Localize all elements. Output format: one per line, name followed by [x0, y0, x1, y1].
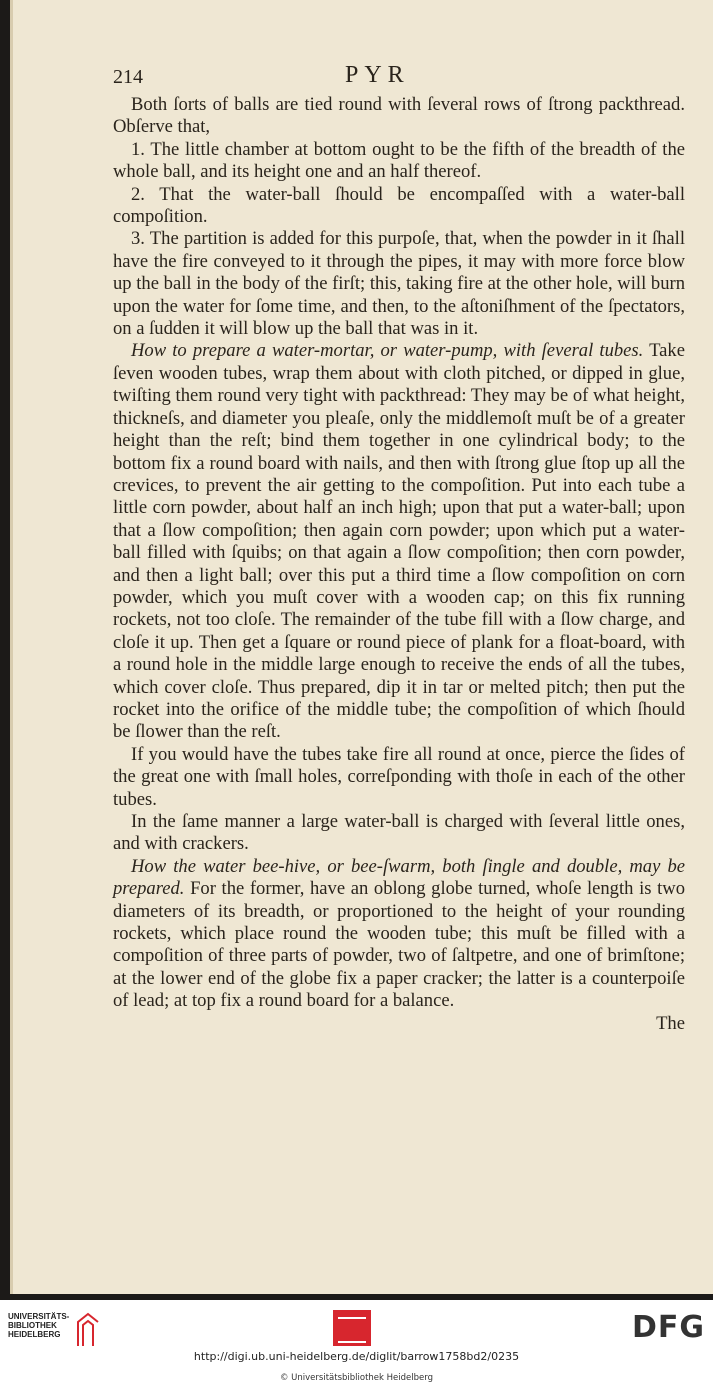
paragraph	[113, 856, 685, 1013]
page-number: 214	[113, 66, 143, 88]
dfg-logo[interactable]: DFG	[632, 1310, 706, 1345]
paragraph: 3. The partition is added for this purpoſe, that, when the powder in it ſhall have the fire conveyed to it through the pipes, it may with more force blow up the ball in the body of the firſt; this, taking fire at the other hole, will burn upon the water for ſome time, and then, to the aſtoniſhment of the ſpectators, on a ſudden it will blow up the ball that was in it.	[113, 228, 685, 340]
paragraph	[113, 340, 685, 743]
library-emblem-icon	[74, 1312, 102, 1348]
library-name	[8, 1312, 69, 1339]
section-heading-italic: How the water bee-hive, or bee-ſwarm, both ſingle and double, may be prepared.	[113, 855, 685, 900]
library-name-line: UNIVERSITÄTS-	[8, 1312, 70, 1321]
library-name-line: HEIDELBERG	[8, 1330, 61, 1339]
paragraph-text: Take ſeven wooden tubes, wrap them about with cloth pitched, or dipped in glue, twiſting them round very tight with packthread: They may be of what height, thickneſs, and diameter you pleaſe, only the middlemoſt muſt be of a greater height than the reſt; bind them together in one cylindrical body; to the bottom fix a round board with nails, and then with ſtrong glue ſtop up all the crevices, to prevent the air getting to the compoſition. Put into each tube a little corn powder, about half an inch high; upon that put a water-ball; upon that a ſlow compoſition; then again corn powder; upon which put a water-ball filled with ſquibs; on that again a ſlow compoſition; then corn powder, and then a light ball; over this put a third time a ſlow compoſition on corn powder, which you muſt cover with a wooden cap; on this fix running rockets, not too cloſe. The remainder of the tube fill with a ſlow charge, and cloſe it up. Then get a ſquare or round piece of plank for a float-board, with a round hole in the middle large enough to receive the ends of all the tubes, which cover cloſe. Thus prepared, dip it in tar or melted pitch; then put the rocket into the orifice of the middle tube; the compoſition of which ſhould be ſlower than the reſt.	[113, 340, 685, 743]
paragraph: 1. The little chamber at bottom ought to be the fifth of the breadth of the whole ball, and its height one and an half thereof.	[113, 138, 685, 183]
viewer-footer	[0, 1300, 713, 1389]
copyright-notice: © Universitätsbibliothek Heidelberg	[279, 1373, 433, 1383]
library-stamp-icon	[333, 1310, 371, 1346]
book-page	[10, 0, 713, 1294]
paragraph: If you would have the tubes take fire all round at once, pierce the ſides of the great one with ſmall holes, correſponding with thoſe in each of the other tubes.	[113, 743, 685, 810]
paragraph: Both ſorts of balls are tied round with ſeveral rows of ſtrong packthread. Obſerve that,	[113, 94, 685, 138]
library-name-line: BIBLIOTHEK	[8, 1321, 57, 1330]
page-body	[113, 94, 685, 1035]
running-title: PYR	[345, 62, 410, 88]
paragraph-text: For the former, have an oblong globe turned, whoſe length is two diameters of its breadth, or proportioned to the height of your rounding rockets, which place round the wooden tube; this muſt be filled with a compoſition of three parts of powder, two of ſaltpetre, and one of brimſtone; at the lower end of the globe fix a paper cracker; the latter is a counterpoiſe of lead; at top fix a round board for a balance.	[113, 878, 685, 1012]
page-header	[113, 62, 673, 92]
permalink[interactable]: http://digi.ub.uni-heidelberg.de/diglit/barrow1758bd2/0235	[193, 1350, 520, 1363]
library-logo[interactable]	[8, 1312, 103, 1346]
section-heading-italic: How to prepare a water-mortar, or water-pump, with ſeveral tubes.	[131, 340, 644, 362]
catchword: The	[656, 1012, 685, 1034]
paragraph: In the ſame manner a large water-ball is charged with ſeveral little ones, and with crackers.	[113, 811, 685, 855]
paragraph: 2. That the water-ball ſhould be encompaſſed with a water-ball compoſition.	[113, 183, 685, 228]
